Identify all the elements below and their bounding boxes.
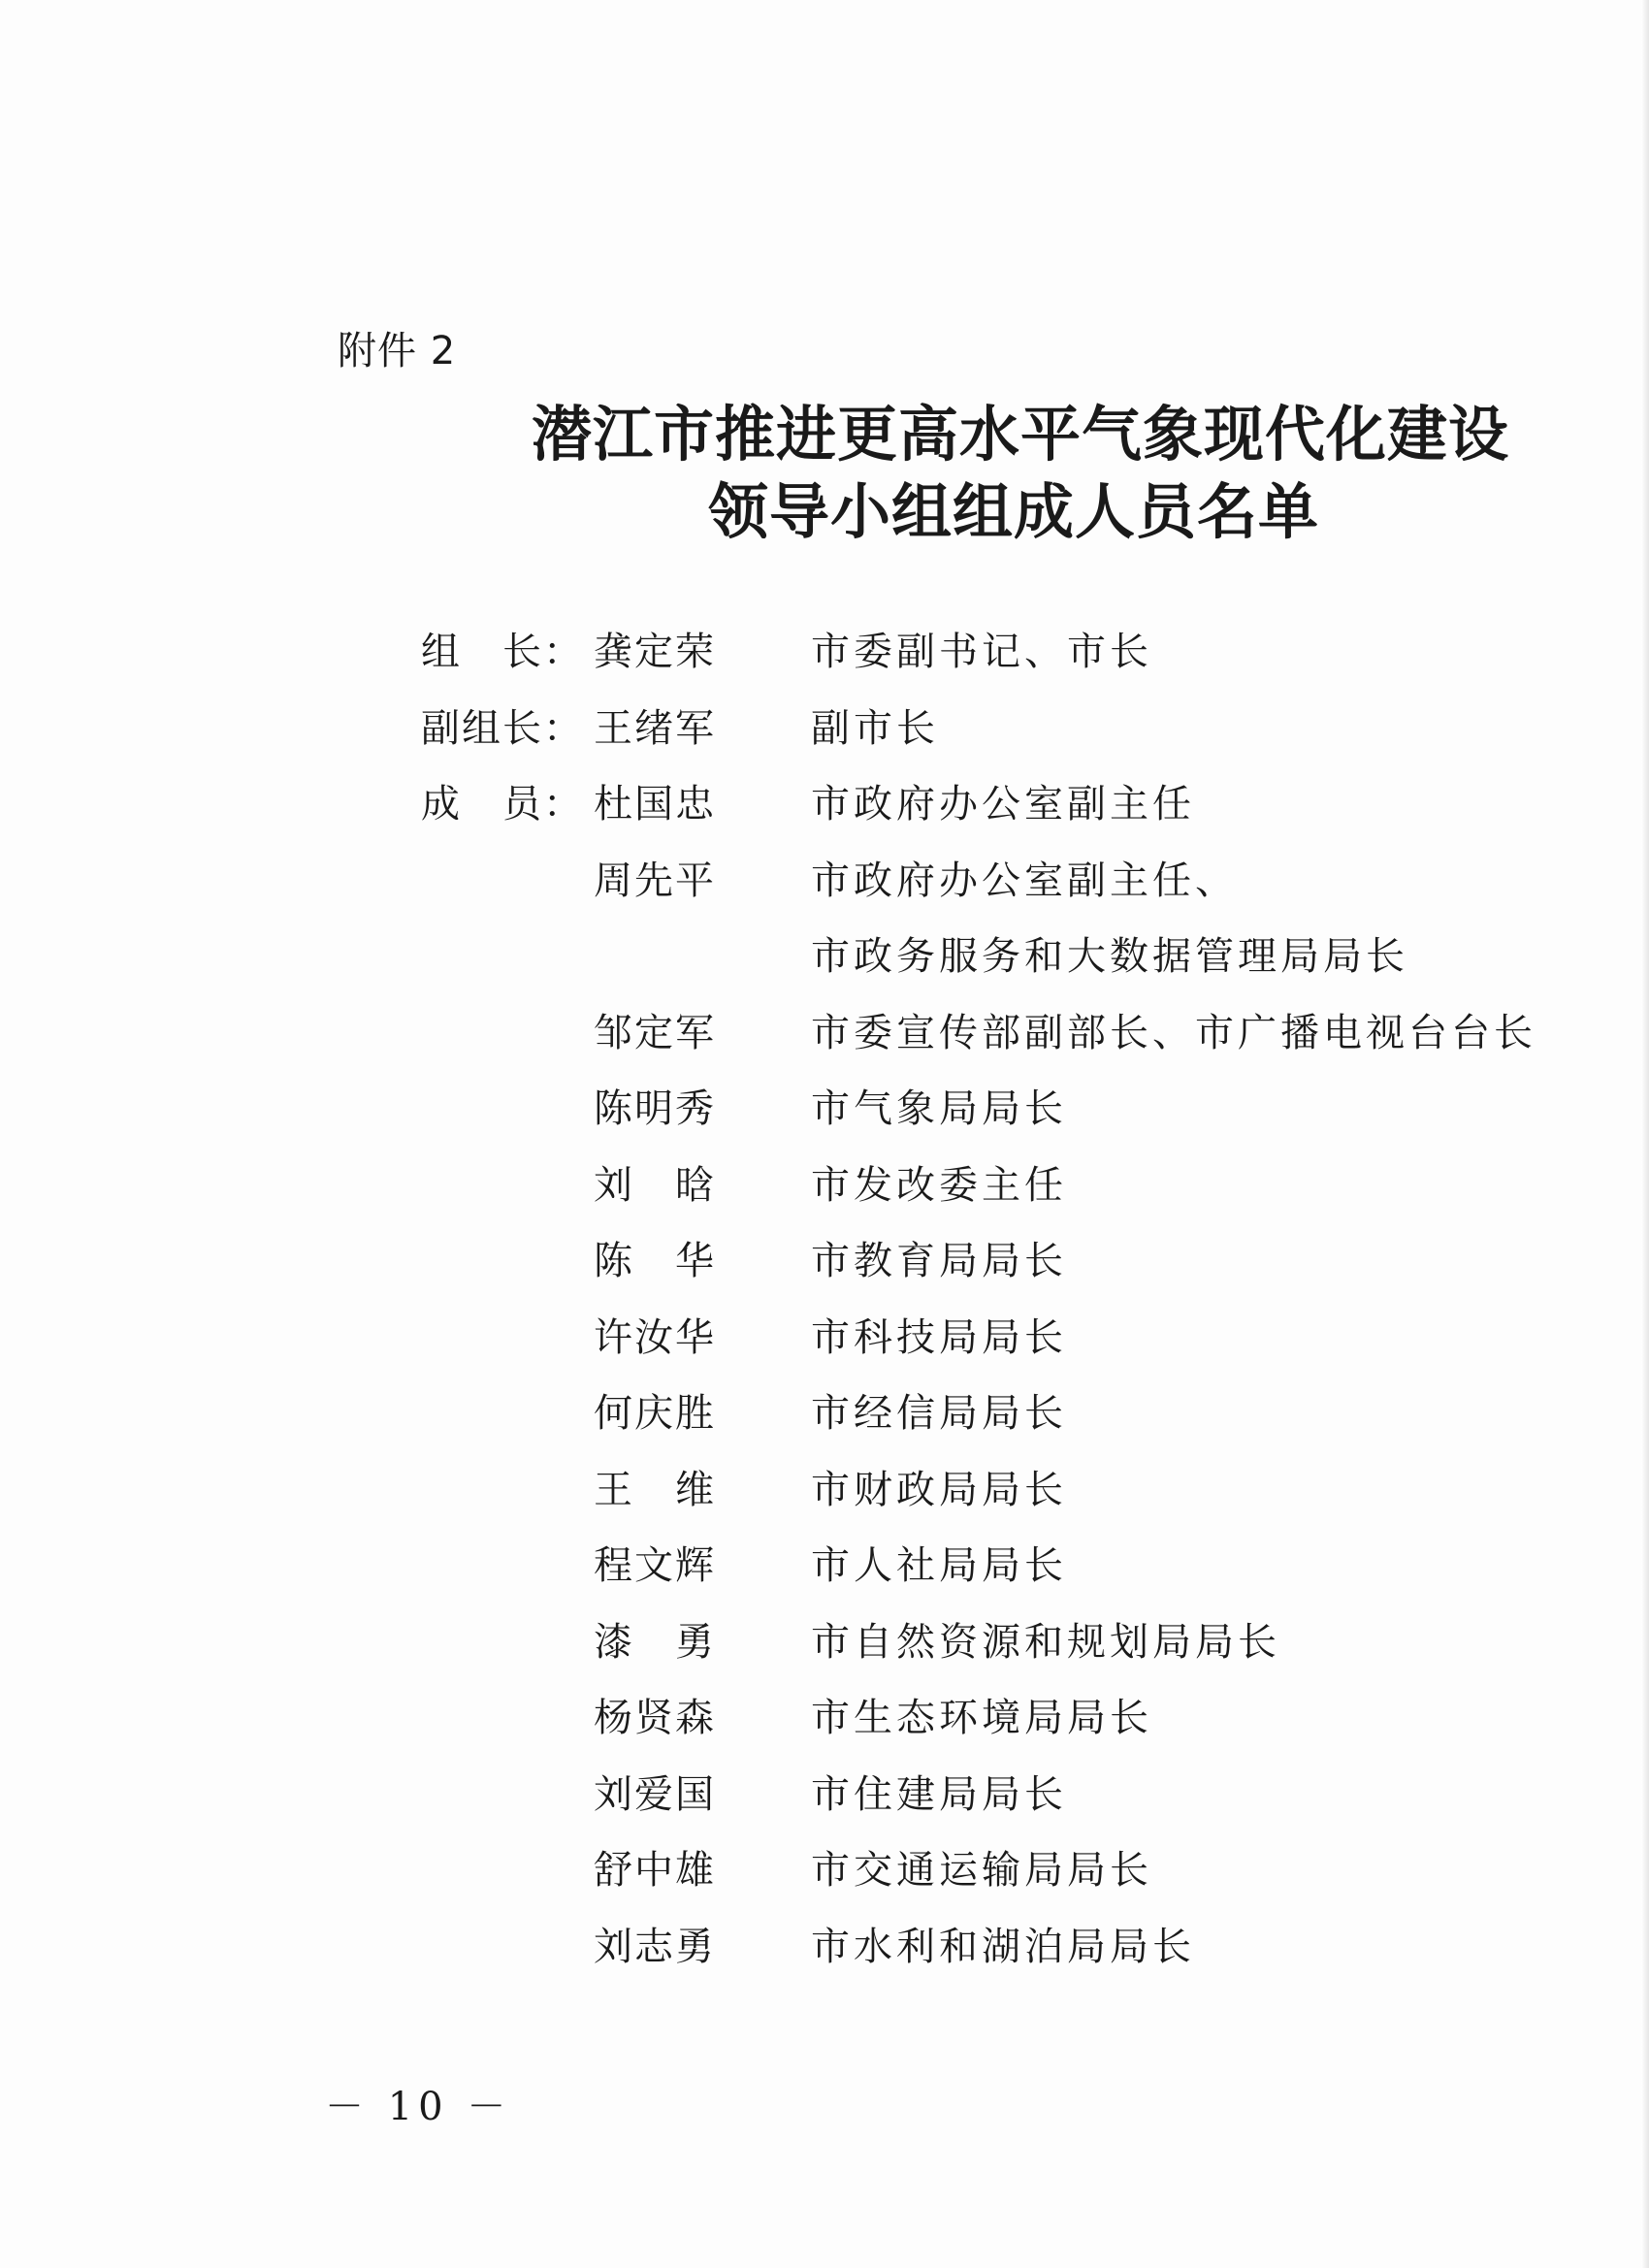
member-name: 舒中雄 <box>594 1848 716 1893</box>
member-role: 副组长： <box>421 705 584 751</box>
roster-row <box>0 1230 1649 1307</box>
roster-row <box>0 1078 1649 1154</box>
roster-row <box>0 1382 1649 1459</box>
member-position: 市人社局局长 <box>811 1543 1067 1588</box>
member-name: 陈明秀 <box>594 1086 716 1131</box>
member-name: 王绪军 <box>594 705 716 751</box>
member-position: 副市长 <box>811 705 939 751</box>
roster-row <box>0 1839 1649 1916</box>
member-position: 市科技局局长 <box>811 1314 1067 1360</box>
member-name: 周先平 <box>594 858 716 903</box>
roster-row <box>0 1764 1649 1840</box>
roster-row <box>0 1687 1649 1764</box>
member-name: 刘志勇 <box>594 1924 716 1969</box>
member-position: 市政府办公室副主任 <box>811 782 1195 826</box>
member-position: 市财政局局长 <box>811 1467 1067 1512</box>
member-name: 漆 勇 <box>594 1619 716 1665</box>
member-roster <box>0 621 1649 1992</box>
member-name: 王 维 <box>594 1467 716 1512</box>
member-name: 刘 晗 <box>594 1162 716 1208</box>
attachment-label: 附件 2 <box>338 329 457 373</box>
member-position: 市自然资源和规划局局长 <box>811 1619 1280 1665</box>
member-position: 市教育局局长 <box>811 1239 1067 1283</box>
member-name: 龚定荣 <box>594 630 716 674</box>
roster-row <box>0 1535 1649 1611</box>
roster-row <box>0 773 1649 850</box>
member-name: 许汝华 <box>594 1314 716 1360</box>
document-title-line-2: 领导小组组成人员名单 <box>708 476 1320 547</box>
roster-row <box>0 621 1649 697</box>
member-role: 组 长： <box>421 630 584 674</box>
member-name: 杜国忠 <box>594 782 716 826</box>
roster-row <box>0 1002 1649 1079</box>
roster-row <box>0 1154 1649 1231</box>
roster-row <box>0 850 1649 926</box>
member-position: 市政府办公室副主任、 <box>811 858 1238 903</box>
member-position: 市住建局局长 <box>811 1771 1067 1817</box>
member-role: 成 员： <box>421 782 584 826</box>
member-position: 市委副书记、市长 <box>811 630 1152 674</box>
member-name: 陈 华 <box>594 1239 716 1283</box>
member-name: 杨贤森 <box>594 1696 716 1740</box>
member-position: 市经信局局长 <box>811 1391 1067 1436</box>
member-name: 何庆胜 <box>594 1391 716 1436</box>
roster-row <box>0 697 1649 774</box>
roster-row <box>0 1916 1649 1993</box>
roster-row <box>0 925 1649 1002</box>
document-title-line-1: 潜江市推进更高水平气象现代化建设 <box>532 399 1510 470</box>
member-name: 刘爱国 <box>594 1771 716 1817</box>
member-position: 市交通运输局局长 <box>811 1848 1152 1893</box>
member-position: 市发改委主任 <box>811 1162 1067 1208</box>
member-position: 市生态环境局局长 <box>811 1696 1152 1740</box>
roster-row <box>0 1611 1649 1688</box>
page-number: － 10 － <box>325 2085 512 2129</box>
roster-row <box>0 1459 1649 1536</box>
member-position: 市水利和湖泊局局长 <box>811 1924 1195 1969</box>
member-name: 程文辉 <box>594 1543 716 1588</box>
member-position: 市气象局局长 <box>811 1086 1067 1131</box>
member-position: 市政务服务和大数据管理局局长 <box>811 934 1408 979</box>
member-name: 邹定军 <box>594 1010 716 1055</box>
member-position: 市委宣传部副部长、市广播电视台台长 <box>811 1010 1536 1055</box>
roster-row <box>0 1307 1649 1383</box>
